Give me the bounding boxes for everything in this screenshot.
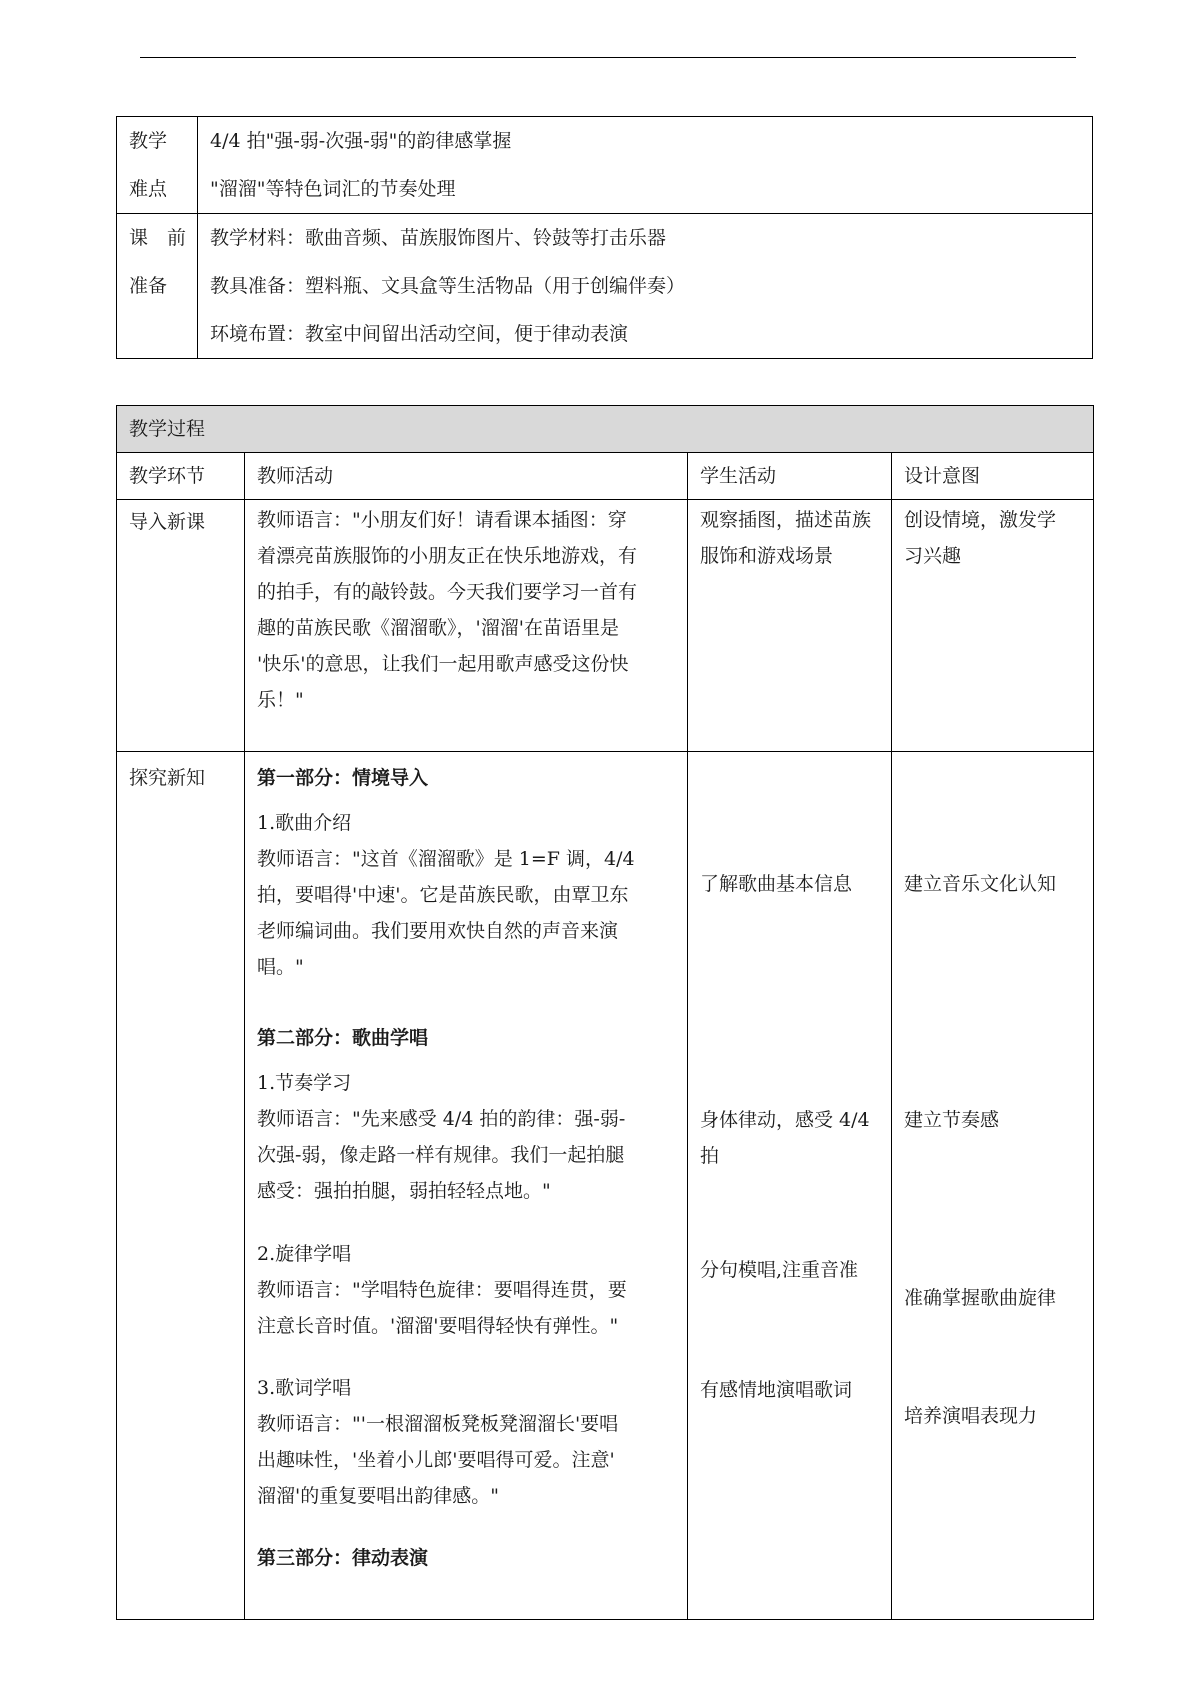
intro-teacher-line: 趣的苗族民歌《溜溜歌》，'溜溜'在苗语里是 (257, 617, 619, 639)
intro-row (117, 500, 1094, 752)
intro-teacher-line: 教师语言："小朋友们好！请看课本插图：穿 (257, 509, 627, 531)
item3-line: 注意长音时值。'溜溜'要唱得轻快有弹性。" (257, 1315, 619, 1337)
explore-stage (117, 752, 245, 1620)
part1-title: 第一部分：情境导入 (257, 767, 429, 789)
item4-line: 教师语言："'一根溜溜板凳板凳溜溜长'要唱 (257, 1413, 619, 1435)
item4-intent: 培养演唱表现力 (904, 1405, 1038, 1427)
item3-title: 2.旋律学唱 (257, 1243, 352, 1265)
prep-label-line: 准备 (129, 275, 168, 297)
prep-label (117, 214, 198, 359)
column-header-row (117, 453, 1094, 500)
item2-student-line: 拍 (700, 1145, 720, 1167)
explore-student (688, 752, 892, 1620)
intro-intent (892, 500, 1094, 752)
difficulty-content (198, 117, 1093, 214)
item3-intent: 准确掌握歌曲旋律 (904, 1287, 1057, 1309)
item1-line: 教师语言："这首《溜溜歌》是 1=F 调，4/4 (257, 848, 635, 870)
item4-line: 溜溜'的重复要唱出韵律感。" (257, 1485, 499, 1507)
item1-student: 了解歌曲基本信息 (700, 873, 853, 895)
explore-stage-label: 探究新知 (129, 767, 206, 789)
difficulty-line: 4/4 拍"强-弱-次强-弱"的韵律感掌握 (210, 130, 512, 152)
item2-line: 教师语言："先来感受 4/4 拍的韵律：强-弱- (257, 1108, 626, 1130)
item1-intent: 建立音乐文化认知 (904, 873, 1057, 895)
explore-intent (892, 752, 1094, 1620)
difficulty-label (117, 117, 198, 214)
item4-student: 有感情地演唱歌词 (700, 1379, 853, 1401)
explore-row (117, 752, 1094, 1620)
item2-intent: 建立节奏感 (904, 1109, 1000, 1131)
difficulty-line: "溜溜"等特色词汇的节奏处理 (210, 178, 456, 200)
process-table (116, 405, 1094, 1620)
item4-line: 出趣味性，'坐着小儿郎'要唱得可爱。注意' (257, 1449, 615, 1471)
intro-intent-line: 习兴趣 (904, 545, 962, 567)
item1-line: 唱。" (257, 956, 304, 978)
item2-student-line: 身体律动，感受 4/4 (700, 1109, 870, 1131)
prep-row (117, 214, 1093, 359)
prep-line: 环境布置：教室中间留出活动空间，便于律动表演 (210, 323, 629, 345)
difficulty-row (117, 117, 1093, 214)
item4-title: 3.歌词学唱 (257, 1377, 352, 1399)
intro-teacher (245, 500, 688, 752)
top-info-table (116, 116, 1093, 359)
item1-line: 拍，要唱得'中速'。它是苗族民歌，由覃卫东 (257, 884, 629, 906)
process-title: 教学过程 (117, 406, 1094, 453)
intro-student-line: 观察插图，描述苗族 (700, 509, 872, 531)
prep-line: 教具准备：塑料瓶、文具盒等生活物品（用于创编伴奏） (210, 275, 686, 297)
prep-content (198, 214, 1093, 359)
intro-stage-label: 导入新课 (129, 511, 206, 533)
part2-title: 第二部分：歌曲学唱 (257, 1027, 429, 1049)
item1-line: 老师编词曲。我们要用欢快自然的声音来演 (257, 920, 619, 942)
intro-student-line: 服饰和游戏场景 (700, 545, 834, 567)
col-header-stage: 教学环节 (117, 453, 245, 500)
col-header-intent: 设计意图 (892, 453, 1094, 500)
intro-teacher-line: 的拍手，有的敲铃鼓。今天我们要学习一首有 (257, 581, 638, 603)
intro-teacher-line: 乐！" (257, 689, 304, 711)
item2-line: 次强-弱，像走路一样有规律。我们一起拍腿 (257, 1144, 625, 1166)
part3-title: 第三部分：律动表演 (257, 1547, 429, 1569)
item3-student: 分句模唱,注重音准 (700, 1259, 859, 1281)
prep-line: 教学材料：歌曲音频、苗族服饰图片、铃鼓等打击乐器 (210, 227, 667, 249)
difficulty-label-line: 教学 (129, 130, 168, 152)
item3-line: 教师语言："学唱特色旋律：要唱得连贯，要 (257, 1279, 627, 1301)
explore-teacher (245, 752, 688, 1620)
intro-teacher-line: '快乐'的意思，让我们一起用歌声感受这份快 (257, 653, 629, 675)
col-header-student: 学生活动 (688, 453, 892, 500)
item2-title: 1.节奏学习 (257, 1072, 352, 1094)
item2-line: 感受：强拍拍腿，弱拍轻轻点地。" (257, 1180, 551, 1202)
header-rule (140, 57, 1076, 58)
difficulty-label-line: 难点 (129, 178, 168, 200)
item1-title: 1.歌曲介绍 (257, 812, 352, 834)
intro-teacher-line: 着漂亮苗族服饰的小朋友正在快乐地游戏，有 (257, 545, 638, 567)
col-header-teacher: 教师活动 (245, 453, 688, 500)
prep-label-line: 课 前 (129, 227, 187, 249)
intro-intent-line: 创设情境，激发学 (904, 509, 1057, 531)
intro-stage (117, 500, 245, 752)
intro-student (688, 500, 892, 752)
